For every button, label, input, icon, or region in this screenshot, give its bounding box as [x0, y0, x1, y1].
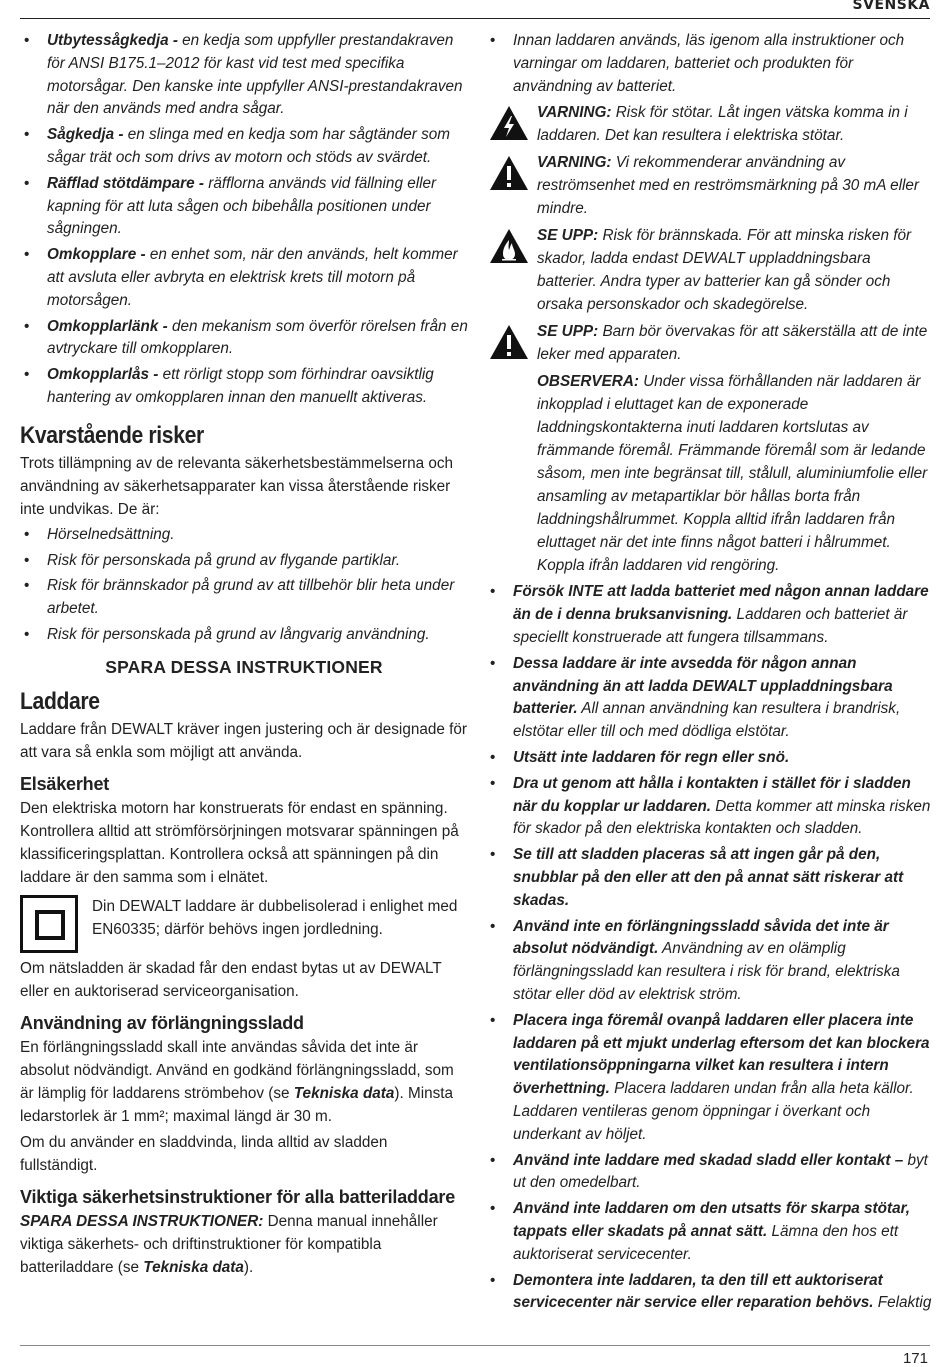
cord-replacement-text: Om nätsladden är skadad får den endast bytas ut av DEWALT eller en auktoriserad serviceorganisation. — [20, 959, 442, 1000]
list-item: • Omkopplarlås - ett rörligt stopp som förhindrar oavsiktlig hantering av omkopplaren innan den manuellt aktiveras. — [20, 364, 468, 410]
list-item: • Risk för personskada på grund av långvarig användning. — [20, 624, 468, 647]
section-heading-electrical-safety: Elsäkerhet — [20, 773, 110, 794]
fire-warning-icon — [489, 228, 529, 264]
list-item: • Demontera inte laddaren, ta den till ett auktoriserat servicecenter när service eller reparation behövs. Felaktig — [486, 1270, 934, 1316]
left-column — [20, 30, 468, 1282]
section-heading-charger: Laddare — [20, 687, 100, 715]
double-insulation-text: Din DEWALT laddare är dubbelisolerad i enlighet med EN60335; därför behövs ingen jordledning. — [92, 897, 458, 938]
list-item: • Använd inte laddaren om den utsatts för skarpa stötar, tappats eller skadats på annat sätt. Lämna den hos ett auktoriserat servicecenter. — [486, 1198, 934, 1266]
charger-safety-text: SPARA DESSA INSTRUKTIONER: Denna manual innehåller viktiga säkerhets- och driftinstruktioner för kompatibla batteriladdare (se Tekniska data). — [20, 1212, 438, 1276]
save-instructions-heading: SPARA DESSA INSTRUKTIONER — [105, 656, 383, 677]
list-item: • Använd inte en förlängningssladd såvida det inte är absolut nödvändigt. Användning av en olämplig förlängningssladd kan resultera i risk för brand, elektriska stötar eller död av elektrisk ström. — [486, 916, 934, 1007]
list-item: • Risk för brännskador på grund av att tillbehör blir heta under arbetet. — [20, 575, 468, 621]
list-item: • Dra ut genom att hålla i kontakten i stället för i sladden när du kopplar ur laddaren. Detta kommer att minska risken för skador på den elektriska kontakten och sladden. — [486, 773, 934, 841]
page-header — [20, 0, 930, 19]
list-item: • Utbytessågkedja - en kedja som uppfyller prestandakraven för ANSI B175.1–2012 för kast vid test med specifika motorsågar. Den kanske inte uppfyller ANSI-prestandakraven när den används med andra sågar. — [20, 30, 468, 121]
exclamation-caution-icon — [489, 324, 529, 360]
list-item: • Se till att sladden placeras så att ingen går på den, snubblar på den eller att den på annat sätt riskerar att skadas. — [486, 844, 934, 912]
list-item: • Använd inte laddare med skadad sladd eller kontakt – byt ut den omedelbart. — [486, 1150, 934, 1196]
section-heading-charger-safety: Viktiga säkerhetsinstruktioner för alla batteriladdare — [20, 1186, 456, 1207]
electrical-safety-text: Den elektriska motorn har konstruerats för endast en spänning. Kontrollera alltid att strömförsörjningen motsvarar spänningen på klassificeringsplattan. Kontrollera också att spänningen på din laddare är den samma som i elnätet. — [20, 799, 459, 886]
double-insulation-note — [20, 895, 468, 953]
list-item: • Försök INTE att ladda batteriet med någon annan laddare än de i denna bruksanvisning. Laddaren och batteriet är speciellt konstruerade att fungera tillsammans. — [486, 581, 934, 649]
section-heading-extension-cord: Användning av förlängningssladd — [20, 1012, 304, 1033]
footer-rule — [20, 1345, 930, 1346]
extension-cord-text: En förlängningssladd skall inte användas såvida det inte är absolut nödvändigt. Använd en godkänd förlängningssladd, som är lämplig för laddarens strömbehov (se Tekniska data). Minsta ledarstorlek är 1 mm²; maximal längd är 30 m. — [20, 1038, 454, 1125]
list-item: • Innan laddaren används, läs igenom alla instruktioner och varningar om laddaren, batteriet och produkten för användning av batteriet. — [486, 30, 934, 98]
list-item: • Dessa laddare är inte avsedda för någon annan användning än att ladda DEWALT uppladdningsbara batterier. All annan användning kan resultera i brandrisk, elstötar eller till och med dödliga elstötar. — [486, 653, 934, 744]
charger-text: Laddare från DEWALT kräver ingen justering och är designade för att vara så enkla som möjligt att använda. — [20, 720, 467, 761]
residual-risks-intro: Trots tillämpning av de relevanta säkerhetsbestämmelserna och användning av säkerhetsapparater kan vissa återstående risker inte undvikas. De är: — [20, 454, 454, 518]
section-heading-residual-risks: Kvarstående risker — [20, 421, 204, 449]
charger-rules-list — [486, 581, 934, 1315]
caution-children: SE UPP: Barn bör övervakas för att säkerställa att de inte leker med apparaten. — [489, 320, 934, 366]
page-number: 171 — [902, 1350, 928, 1367]
definition-list — [20, 30, 468, 410]
list-item: • Omkopplare - en enhet som, när den används, helt kommer att avsluta eller avbryta en elektrisk krets till motorn på motorsågen. — [20, 244, 468, 312]
risk-list — [20, 524, 468, 647]
list-item: • Hörselnedsättning. — [20, 524, 468, 547]
cord-reel-text: Om du använder en sladdvinda, linda alltid av sladden fullständigt. — [20, 1133, 388, 1174]
right-column — [486, 30, 934, 1318]
list-item: • Sågkedja - en slinga med en kedja som har sågtänder som sågar trät och som drivs av motorn och stöds av svärdet. — [20, 124, 468, 170]
list-item: • Utsätt inte laddaren för regn eller snö. — [486, 747, 934, 770]
electric-shock-warning-icon — [489, 105, 529, 141]
double-insulation-icon — [20, 895, 78, 953]
list-item: • Omkopplarlänk - den mekanism som överför rörelsen från en avtryckare till omkopplaren. — [20, 316, 468, 362]
list-item: • Placera inga föremål ovanpå laddaren eller placera inte laddaren på ett mjukt underlag eftersom det kan blockera ventilationsöppningarna vilket kan resultera i intern överhettning. Placera laddaren undan från alla heta källor. Laddaren ventileras genom öppningar i överkant och underkant av höljet. — [486, 1010, 934, 1147]
language-label: SVENSKA — [852, 0, 930, 13]
warning-rcd: VARNING: Vi rekommenderar användning av reströmsenhet med en reströmsmärkning på 30 mA eller mindre. — [489, 151, 934, 220]
list-item: • Risk för personskada på grund av flygande partiklar. — [20, 550, 468, 573]
caution-burn: SE UPP: Risk för brännskada. För att minska risken för skador, ladda endast DEWALT uppladdningsbara batterier. Andra typer av batterier kan gå sönder och orsaka personskador och skadegörelse. — [489, 224, 934, 316]
list-item: • Räfflad stötdämpare - räfflorna används vid fällning eller kapning för att luta sågen och bibehålla positionen under sågningen. — [20, 173, 468, 241]
intro-list — [486, 30, 934, 98]
note-observe: OBSERVERA: Under vissa förhållanden när laddaren är inkopplad i eluttaget kan de exponerade laddningskontakterna inuti laddaren kortslutas av främmande föremål. Främmande föremål som är ledande såsom, men inte begränsat till, stålull, aluminiumfolie eller ansamling av metapartiklar bör hållas borta från laddningshålrummet. Koppla alltid ifrån laddaren från eluttaget när det inte finns något batteri i hålrummet. Koppla ifrån laddaren vid rengöring. — [537, 373, 928, 575]
exclamation-warning-icon — [489, 155, 529, 191]
warning-electric-shock: VARNING: Risk för stötar. Låt ingen vätska komma in i laddaren. Det kan resultera i elektriska stötar. — [489, 101, 934, 147]
